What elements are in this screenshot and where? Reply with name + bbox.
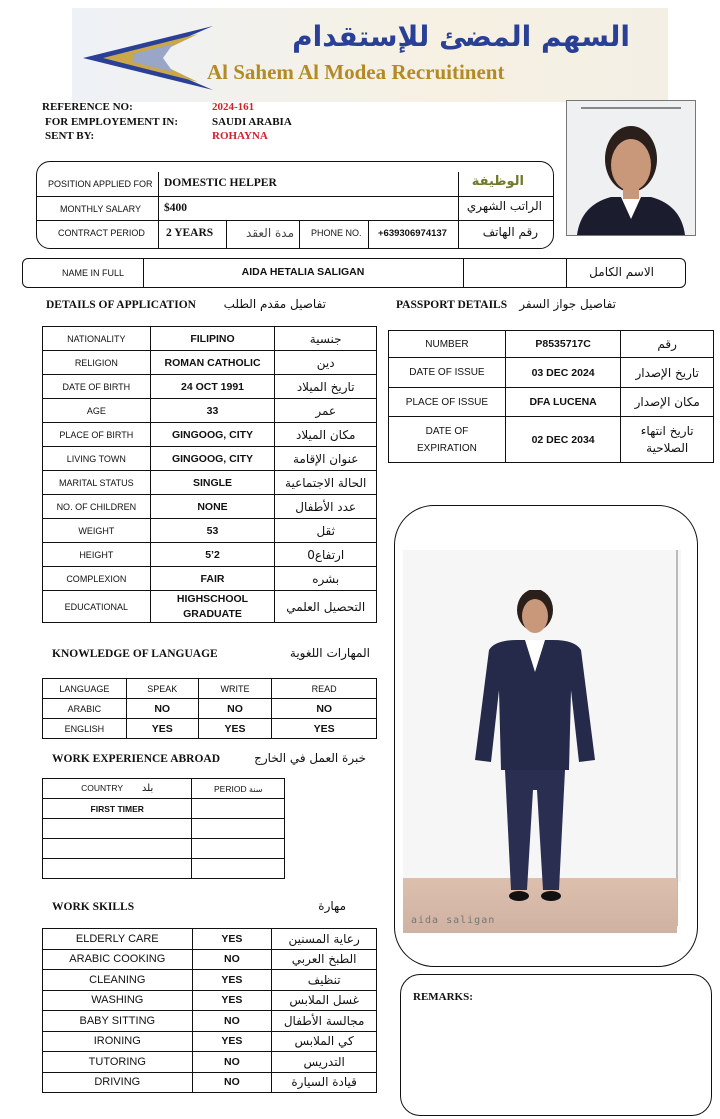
remarks-box [400,974,712,1116]
table-row: PLACE OF BIRTH GINGOOG, CITY مكان الميلاد [43,423,377,447]
passport-title-arabic: تفاصيل جواز السفر [519,297,616,311]
reference-label: REFERENCE NO: [42,101,133,113]
application-title-arabic: تفاصيل مقدم الطلب [223,297,326,311]
table-row: DATE OF BIRTH 24 OCT 1991 تاريخ الميلاد [43,375,377,399]
table-row: FIRST TIMER [43,799,285,819]
language-table [42,678,377,739]
full-name-value: AIDA HETALIA SALIGAN [241,266,365,278]
application-title: DETAILS OF APPLICATION [46,299,196,311]
skills-title: WORK SKILLS [52,901,135,913]
experience-title: WORK EXPERIENCE ABROAD [52,753,221,765]
phone-label-arabic: رقم الهاتف [482,225,538,239]
table-row: MARITAL STATUS SINGLE الحالة الاجتماعية [43,471,377,495]
table-row: WEIGHT 53 ثقل [43,519,377,543]
table-row: ELDERLY CARE YES رعاية المسنين [43,929,377,950]
table-row: BABY SITTING NO مجالسة الأطفال [43,1011,377,1032]
employment-value: SAUDI ARABIA [212,116,292,128]
standing-person-icon [455,590,615,920]
passport-title: PASSPORT DETAILS [396,299,508,311]
phone-label: PHONE NO. [311,228,362,238]
table-row: TUTORING NO التدريس [43,1052,377,1073]
sent-by-label: SENT BY: [45,130,95,142]
table-row: DRIVING NO قيادة السيارة [43,1072,377,1093]
salary-label: MONTHLY SALARY [60,204,142,214]
table-row: LANGUAGE SPEAK WRITE READ [43,679,377,699]
reference-value: 2024-161 [212,101,255,113]
table-row: CLEANING YES تنظيف [43,970,377,991]
table-row: NATIONALITY FILIPINO جنسية [43,327,377,351]
table-row: AGE 33 عمر [43,399,377,423]
full-body-photo-frame [394,505,698,967]
table-row [43,839,285,859]
portrait-figure-icon [567,101,695,235]
position-label: POSITION APPLIED FOR [48,179,153,189]
portrait-photo [566,100,696,236]
salary-value: $400 [164,202,187,214]
contract-label: CONTRACT PERIOD [58,228,145,238]
table-row: ARABIC COOKING NO الطبخ العربي [43,949,377,970]
company-name-english: Al Sahem Al Modea Recruitinent [207,60,505,84]
language-title: KNOWLEDGE OF LANGUAGE [52,648,218,660]
table-row: IRONING YES كي الملابس [43,1031,377,1052]
position-value: DOMESTIC HELPER [164,177,277,189]
salary-label-arabic: الراتب الشهري [466,199,542,213]
company-logo-icon [78,18,218,98]
table-row: LIVING TOWN GINGOOG, CITY عنوان الإقامة [43,447,377,471]
table-row: HEIGHT 5’2 ارتفاع0 [43,543,377,567]
contract-label-arabic: مدة العقد [246,226,294,240]
company-name-arabic: السهم المضئ للإستقدام [292,20,630,53]
photo-caption: aida saligan [411,915,496,926]
skills-table [42,928,377,1093]
passport-table [388,330,714,463]
table-row [43,859,285,879]
table-row: NO. OF CHILDREN NONE عدد الأطفال [43,495,377,519]
experience-table [42,778,285,879]
table-row: WASHING YES غسل الملابس [43,990,377,1011]
contract-value: 2 YEARS [166,227,214,239]
table-row: ENGLISH YES YES YES [43,719,377,739]
name-label: NAME IN FULL [62,268,125,278]
table-row: DATE OF ISSUE 03 DEC 2024 تاريخ الإصدار [389,358,714,388]
table-row: PLACE OF ISSUE DFA LUCENA مكان الإصدار [389,388,714,417]
table-row [43,819,285,839]
name-label-arabic: الاسم الكامل [589,265,654,279]
remarks-label: REMARKS: [413,991,473,1003]
table-row: RELIGION ROMAN CATHOLIC دين [43,351,377,375]
language-title-arabic: المهارات اللغوية [289,646,370,660]
table-row: DATE OF EXPIRATION 02 DEC 2034 تاريخ انتهاء الصلاحية [389,417,714,463]
skills-title-arabic: مهارة [318,899,346,913]
table-row: NUMBER P8535717C رقم [389,331,714,358]
table-row: EDUCATIONAL HIGHSCHOOL GRADUATE التحصيل العلمي [43,591,377,623]
table-row: COUNTRY بلد PERIOD سنة [43,779,285,799]
phone-value: +639306974137 [378,228,447,239]
table-row: ARABIC NO NO NO [43,699,377,719]
experience-title-arabic: خبرة العمل في الخارج [254,751,366,765]
employment-label: FOR EMPLOYEMENT IN: [45,116,179,128]
position-label-arabic: الوظيفة [471,174,524,189]
sent-by-value: ROHAYNA [212,130,268,142]
application-table [42,326,377,623]
table-row: COMPLEXION FAIR بشره [43,567,377,591]
